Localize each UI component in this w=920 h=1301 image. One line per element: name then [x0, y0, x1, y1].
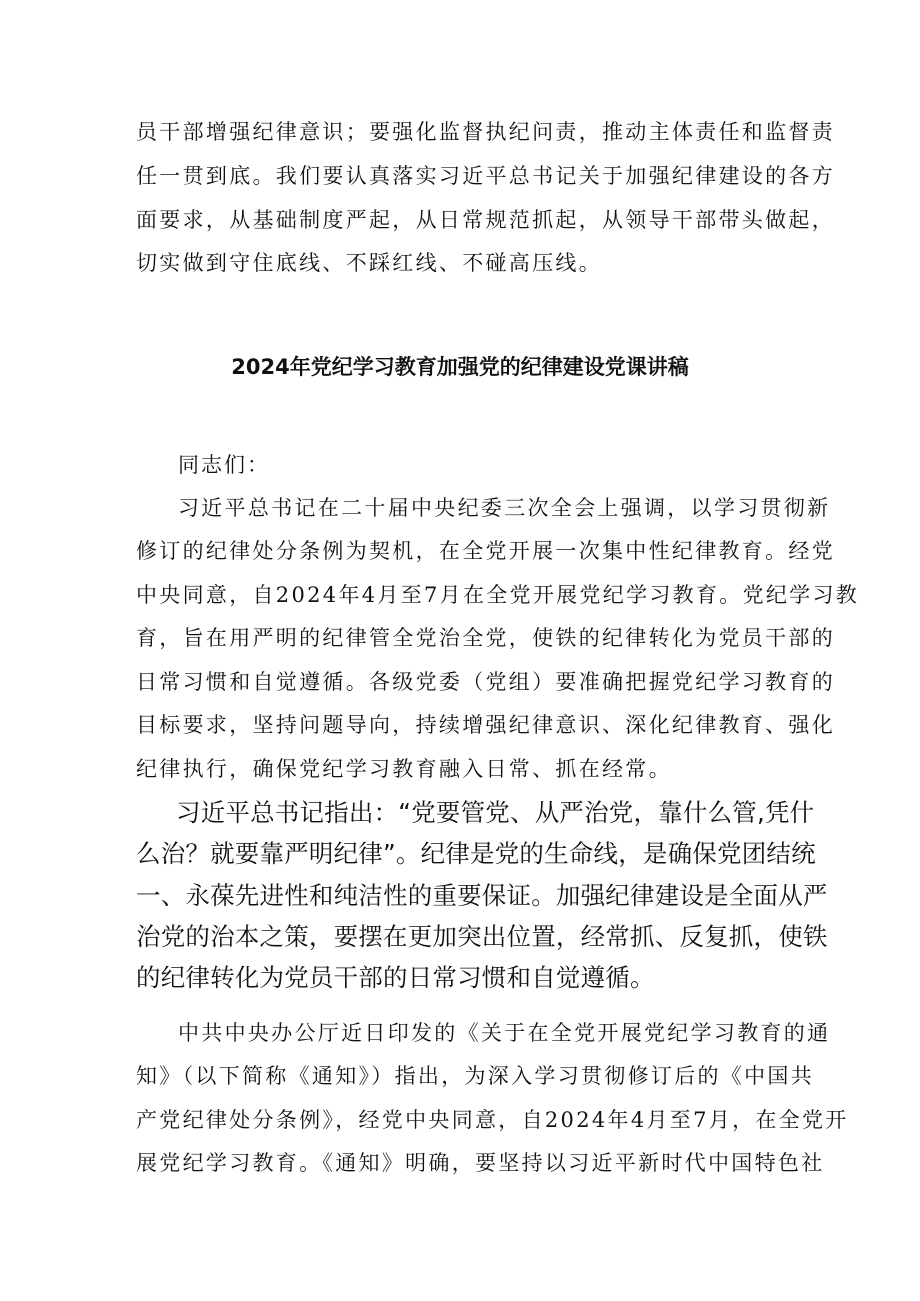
text-line: 员干部增强纪律意识；要强化监督执纪问责，推动主体责任和监督责: [136, 120, 835, 144]
text-line: 展党纪学习教育。《通知》明确，要坚持以习近平新时代中国特色社: [136, 1151, 825, 1175]
text-line: 修订的纪律处分条例为契机，在全党开展一次集中性纪律教育。经党: [136, 539, 835, 563]
text-line: 目标要求，坚持问题导向，持续增强纪律意识、深化纪律教育、强化: [136, 713, 835, 737]
text-line: 中央同意，自2024年4月至7月在全党开展党纪学习教育。党纪学习教: [136, 583, 860, 607]
document-title: 2024年党纪学习教育加强党的纪律建设党课讲稿: [231, 355, 689, 379]
text-line: 切实做到守住底线、不踩红线、不碰高压线。: [136, 251, 602, 275]
text-line: 日常习惯和自觉遵循。各级党委（党组）要准确把握党纪学习教育的: [136, 670, 835, 694]
text-line: 的纪律转化为党员干部的日常习惯和自觉遵循。: [136, 963, 655, 992]
text-line: 产党纪律处分条例》，经党中央同意，自2024年4月至7月，在全党开: [136, 1108, 849, 1132]
text-line: 任一贯到底。我们要认真落实习近平总书记关于加强纪律建设的各方: [136, 164, 835, 188]
text-line: 面要求，从基础制度严起，从日常规范抓起，从领导干部带头做起，: [136, 208, 835, 232]
text-line: 习近平总书记在二十届中央纪委三次全会上强调，以学习贯彻新: [178, 496, 831, 520]
text-line: 治党的治本之策，要摆在更加突出位置，经常抓、反复抓，使铁: [136, 922, 828, 951]
text-line: 么治？就要靠严明纪律”。纪律是党的生命线，是确保党团结统: [136, 839, 816, 868]
greeting: 同志们：: [178, 453, 270, 477]
text-line: 知》（以下简称《通知》）指出，为深入学习贯彻修订后的《中国共: [136, 1064, 814, 1088]
text-line: 纪律执行，确保党纪学习教育融入日常、抓在经常。: [136, 757, 672, 781]
text-line: 一、永葆先进性和纯洁性的重要保证。加强纪律建设是全面从严: [136, 881, 828, 910]
text-line: 育，旨在用严明的纪律管全党治全党，使铁的纪律转化为党员干部的: [136, 626, 835, 650]
text-line: 中共中央办公厅近日印发的《关于在全党开展党纪学习教育的通: [178, 1021, 831, 1045]
text-line: 习近平总书记指出：“党要管党、从严治党，靠什么管,凭什: [176, 798, 815, 827]
